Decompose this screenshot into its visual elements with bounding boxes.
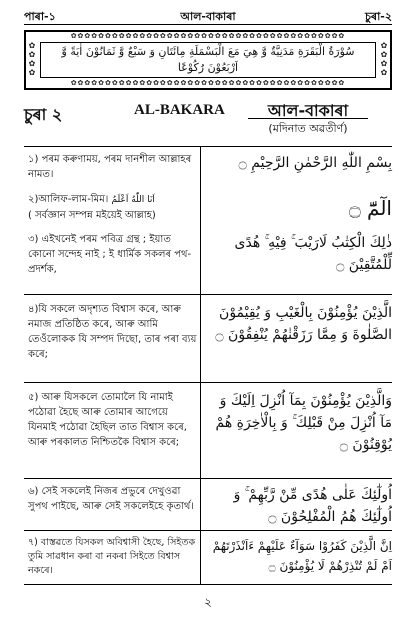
ornament-border-left: ✿ ✿ ✿ ✿ xyxy=(28,41,36,77)
verse-translation-7: ৭) বাস্তৱতে যিসকল অবিশ্বাসী হৈছে, সিইতক তুমি সাৱধান কৰা বা নকৰা সিইতে বিশ্বাস নকৰে। xyxy=(28,537,196,576)
page-number: ২ xyxy=(204,595,212,609)
sura-heading xyxy=(24,98,392,146)
banner-text: سُوْرَةُ الْبَقَرَةِ مَدَنِيَّةٌ وَّ هِيَ مَعَ الْبَسْمَلَةِ مِائَتَانِ وَ سَبْعٌ وَّ ثَمَانُوْنَ اٰيَةً وَّ اَرْبَعُوْنَ رُكُوْعًا xyxy=(61,45,355,74)
verse-translation-1: ১) পৰম কৰুণাময়, পৰম দানশীল আল্লাহৰ নামত। xyxy=(28,154,192,180)
sura-banner xyxy=(24,30,392,90)
verse-row-3 xyxy=(24,232,392,284)
para-label: পাৰা-১ xyxy=(24,10,56,23)
verse-arabic-3: ذٰلِكَ الْكِتٰبُ لَارَيْبَ ۚ فِيْهِ ۚ هُدًى لِّلْمُتَّقِيْنَ ۝ xyxy=(234,235,392,273)
sura-name-english: AL-BAKARA xyxy=(134,102,225,118)
verse-row-4 xyxy=(24,302,392,372)
sura-name-bengali: আল-বাকাৰা xyxy=(267,101,349,120)
verse-arabic-6: اُولٰٓئِكَ عَلٰى هُدًى مِّنْ رَّبِّهِمْ ۚ وَ اُولٰٓئِكَ هُمُ الْمُفْلِحُوْنَ ۝ xyxy=(233,487,392,525)
verse-separator-4 xyxy=(24,530,392,531)
running-header xyxy=(24,8,392,24)
verse-separator-3 xyxy=(24,478,392,479)
sura-name-underline xyxy=(248,118,368,119)
verse-row-5 xyxy=(24,390,392,470)
ornament-border-top: ✿✿✿✿✿✿✿✿✿✿✿✿✿✿✿✿✿✿✿✿✿✿✿✿✿✿✿✿✿✿✿✿✿✿✿✿✿✿✿✿ xyxy=(70,33,346,40)
verse-translation-5: ৫) আৰু যিসকলে তোমালৈ যি নামাই পঠোৱা হৈছে আৰু তোমাৰ আগেয়ে যিনমাই পঠোৱা হৈছিল তাত বিশ্বাস কৰে, আৰু পৰকালত নিশ্চিতকৈ বিশ্বাস কৰে; xyxy=(28,392,187,448)
verse-2-arabic-gloss: اَنَا اللّٰهُ اَعْلَمُ xyxy=(111,195,155,205)
verse-separator-1 xyxy=(24,294,392,295)
verse-arabic-5: وَالَّذِيْنَ يُؤْمِنُوْنَ بِمَآ اُنْزِلَ اِلَيْكَ وَ مَآ اُنْزِلَ مِنْ قَبْلِكَ ۚ وَ بِالْاٰخِرَةِ هُمْ يُوْقِنُوْنَ ۝ xyxy=(215,393,392,453)
header-rule xyxy=(24,24,392,25)
verse-separator-2 xyxy=(24,382,392,383)
verse-2-gloss: ( সৰ্বজ্ঞান সম্পন্ন মইয়েই আল্লাহ) xyxy=(28,210,156,221)
verse-row-1 xyxy=(24,152,392,190)
verse-translation-6: ৬) সেই সকলেই নিজৰ প্ৰভুৰে দেখুওৱা সুপথ পাইছে, আৰু সেই সকলেইহে কৃতাৰ্থ। xyxy=(28,486,194,512)
verse-arabic-2: الٓمّٓ ۝ xyxy=(348,196,392,220)
verse-translation-3: ৩) এইখনেই পৰম পবিত্ৰ গ্ৰন্থ ; ইয়াত কোনো সন্দেহ নাই ; ই ধাৰ্মিক সকলৰ পথ-প্ৰদৰ্শক, xyxy=(28,234,192,275)
verse-row-6 xyxy=(24,484,392,534)
sura-number: চুৰা ২ xyxy=(24,105,63,124)
verse-translation-4: ৪)যি সকলে অদৃশ্যত বিশ্বাস কৰে, আৰু নমাজ প্ৰতিষ্ঠিত কৰে, আৰু আমি তেওঁলোকক যি সম্পদ দিছো, তাৰ পৰা ব্যয় কৰে; xyxy=(28,304,197,360)
verse-arabic-7: اِنَّ الَّذِيْنَ كَفَرُوْا سَوَآءٌ عَلَيْهِمْ ءَاَنْذَرْتَهُمْ اَمْ لَمْ تُنْذِرْهُمْ لَا يُؤْمِنُوْنَ ۝ xyxy=(212,539,392,573)
verse-row-2 xyxy=(24,192,392,232)
header-title: আল-বাকাৰা xyxy=(180,10,236,23)
sura-revelation-note: (মদিনাত অৱতীৰ্ণ) xyxy=(268,122,348,135)
verse-2-main: ২)আলিফ-লাম-মিম। xyxy=(28,194,109,205)
sura-label: চুৰা-২ xyxy=(364,10,392,23)
verse-translation-2 xyxy=(28,192,198,223)
ornament-border-right: ✿ ✿ ✿ ✿ xyxy=(380,41,388,77)
banner-frame xyxy=(40,42,376,78)
verse-arabic-1: بِسْمِ اللّٰهِ الرَّحْمٰنِ الرَّحِيْمِ ۝ xyxy=(238,155,392,171)
ornament-border-bottom: ✿✿✿✿✿✿✿✿✿✿✿✿✿✿✿✿✿✿✿✿✿✿✿✿✿✿✿✿✿✿✿✿✿✿✿✿✿✿✿✿ xyxy=(70,80,346,87)
verse-arabic-4: الَّذِيْنَ يُؤْمِنُوْنَ بِالْغَيْبِ وَ يُقِيْمُوْنَ الصَّلٰوةَ وَ مِمَّا رَزَقْنٰهُمْ يُنْفِقُوْنَ ۝ xyxy=(215,305,392,343)
footer-rule xyxy=(24,584,392,585)
verse-row-7 xyxy=(24,536,392,584)
heading-rule xyxy=(24,146,392,147)
